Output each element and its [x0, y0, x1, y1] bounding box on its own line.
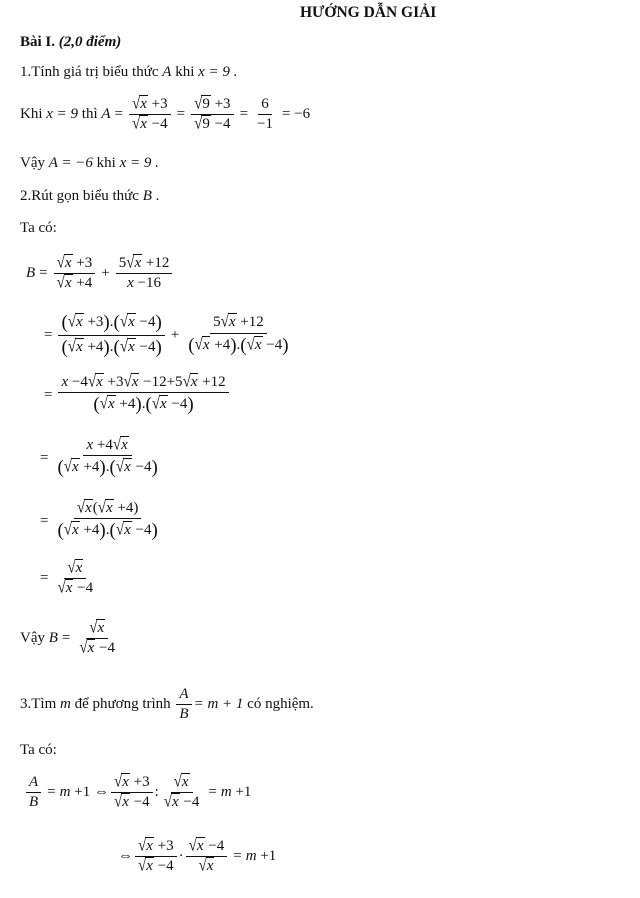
- section-heading: [20, 34, 121, 51]
- q1-conclusion-word: Vậy: [20, 155, 45, 171]
- q1-fraction-sub: $\frac{√9 +3}{√9 -4}$: [191, 96, 233, 134]
- q3-var-m: m: [60, 696, 71, 713]
- q2-step-2: = $\frac{(√x +3).(√x -4)}{(√x +4).(√x -4)}$ + $\frac{5√x +12}{(√x +4).(√x -4)}$: [44, 312, 289, 358]
- q3-prompt-mid: để phương trình: [74, 696, 171, 713]
- q3-we-have: Ta có:: [20, 742, 57, 758]
- q1-conclusion-cond: x = 9 .: [119, 155, 159, 171]
- q1-prompt-text: 1.Tính giá trị biểu thức: [20, 64, 159, 80]
- q1-final-value: = −6: [282, 106, 311, 123]
- q1-cond: x = 9 .: [198, 64, 238, 80]
- q1-conclusion: [20, 155, 159, 172]
- q1-conclusion-when: khi: [96, 155, 116, 171]
- q2-step-3: = $\frac{x -4√x +3√x -12+5√x +12}{(√x +4).(√x -4)}$: [40, 374, 231, 416]
- q2-step-1: B = $\frac{√x +3}{√x +4}$ + $\frac{5√x +12}{x -16}$: [26, 255, 174, 293]
- q2-prompt: 2.Rút gọn biểu thức B .: [20, 188, 160, 204]
- section-number: Bài I.: [20, 34, 56, 50]
- q1-when-word: Khi: [20, 106, 43, 123]
- q3-step-1: $\frac{A}{B}$ = m +1 ⇔ $\frac{√x +3}{√x -4}$ : $\frac{√x}{√x -4}$ = m +1: [24, 774, 251, 812]
- page-title: HƯỚNG DẪN GIẢI: [300, 4, 437, 21]
- q1-x-value: x = 9: [46, 106, 79, 123]
- q2-step-5: = $\frac{√x(√x +4)}{(√x +4).(√x -4)}$: [40, 498, 158, 542]
- q3-prompt-end: có nghiệm.: [247, 696, 314, 713]
- q1-fraction-val: $\frac{6}{-1}$: [257, 96, 273, 133]
- q2-we-have: Ta có:: [20, 220, 57, 236]
- q3-step-2: ⇔ $\frac{√x +3}{√x -4}$ · $\frac{√x -4}{√x}$ = m +1: [118, 836, 277, 876]
- q1-then-word: thì: [81, 106, 98, 123]
- q3-prompt-start: 3.Tìm: [20, 696, 57, 713]
- q2-conclusion: Vậy B = $\frac{√x}{√x -4}$: [20, 618, 116, 658]
- q1-var-a: A: [162, 64, 172, 80]
- q2-var-b: B: [142, 188, 152, 204]
- section-points: (2,0 điểm): [58, 34, 122, 50]
- q1-when: khi: [175, 64, 195, 80]
- q2-conclusion-word: Vậy: [20, 630, 45, 647]
- q2-step-6: = $\frac{√x}{√x -4}$: [40, 558, 94, 598]
- q3-prompt-eq: = m + 1: [193, 696, 244, 713]
- q1-conclusion-expr: A = −6: [48, 155, 93, 171]
- q3-prompt: 3.Tìm m để phương trình $\frac{A}{B}$ = m + 1 có nghiệm.: [20, 686, 314, 723]
- q2-prompt-text: 2.Rút gọn biểu thức: [20, 188, 139, 204]
- q1-fraction-a: $\frac{√x +3}{√x -4}$: [129, 96, 171, 134]
- q2-step-4: = $\frac{x +4√x}{(√x +4).(√x -4)}$: [40, 435, 158, 479]
- q1-prompt: [20, 64, 237, 81]
- q1-computation: Khi x = 9 thì A = $\frac{√x +3}{√x -4}$ = $\frac{√9 +3}{√9 -4}$ = $\frac{6}{-1}$ = −6: [20, 94, 311, 134]
